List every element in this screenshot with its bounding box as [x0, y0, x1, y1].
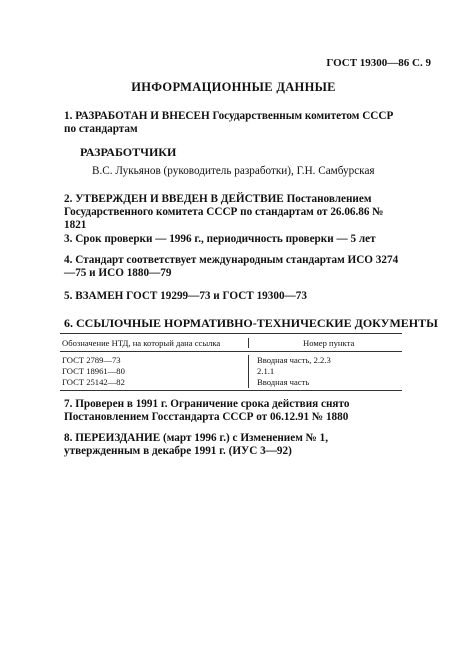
row-clause: Вводная часть, 2.2.3 — [257, 355, 331, 365]
developers-names: В.С. Лукьянов (руководитель разработки), Г.Н. Самбурская — [92, 165, 375, 177]
item-number: 1. — [64, 110, 73, 122]
item-text: Проверен в 1991 г. Ограничение срока действия снято Постановлением Госстандарта СССР от 06.12.91 № 1880 — [64, 398, 350, 423]
item-4 — [64, 254, 404, 280]
item-3 — [64, 233, 404, 246]
item-bold-text: ПЕРЕИЗДАНИЕ — [75, 432, 161, 444]
row-clause: Вводная часть — [257, 377, 310, 387]
item-text: Срок проверки — 1996 г., периодичность проверки — 5 лет — [75, 233, 376, 245]
item-7 — [64, 398, 404, 424]
row-document: ГОСТ 25142—82 — [60, 377, 249, 388]
item-number: 2. — [64, 193, 73, 205]
item-8 — [64, 432, 404, 458]
page-title: ИНФОРМАЦИОННЫЕ ДАННЫЕ — [131, 80, 336, 94]
item-number: 6. — [64, 316, 73, 330]
item-text: Стандарт соответствует международным стандартам ИСО 3274—75 и ИСО 1880—79 — [64, 254, 399, 279]
item-text: Постановлением Государственного комитета СССР по стандартам от 26.06.86 № 1821 — [64, 193, 384, 231]
page-header: ГОСТ 19300—86 С. 9 — [326, 57, 431, 69]
item-2 — [64, 193, 404, 232]
item-bold-text: РАЗРАБОТАН И ВНЕСЕН — [75, 110, 210, 122]
item-number: 8. — [64, 432, 73, 444]
item-bold-text: УТВЕРЖДЕН И ВВЕДЕН В ДЕЙСТВИЕ — [75, 193, 284, 205]
item-6 — [64, 316, 438, 331]
col-header-document: Обозначение НТД, на который дана ссылка — [60, 338, 249, 348]
table-row — [60, 377, 402, 388]
table-row — [60, 355, 402, 366]
item-text: Государственным комитетом СССР по стандартам — [64, 110, 394, 135]
table-row — [60, 366, 402, 377]
table-header — [60, 333, 402, 352]
item-1 — [64, 110, 404, 136]
row-document: ГОСТ 2789—73 — [60, 355, 249, 366]
row-clause: 2.1.1 — [257, 366, 275, 376]
table-body — [60, 352, 402, 391]
item-number: 4. — [64, 254, 73, 266]
item-bold-text: ССЫЛОЧНЫЕ НОРМАТИВНО-ТЕХНИЧЕСКИЕ ДОКУМЕНТЫ — [76, 316, 438, 330]
col-header-clause: Номер пункта — [303, 338, 355, 348]
item-5 — [64, 290, 404, 303]
item-number: 7. — [64, 398, 73, 410]
item-number: 5. — [64, 290, 73, 302]
references-table — [60, 333, 402, 391]
developers-heading: РАЗРАБОТЧИКИ — [80, 145, 177, 159]
item-number: 3. — [64, 233, 73, 245]
item-text: (март 1996 г.) с Изменением № 1, утвержденным в декабре 1991 г. (ИУС 3—92) — [64, 432, 329, 457]
row-document: ГОСТ 18961—80 — [60, 366, 249, 377]
item-bold-text: ВЗАМЕН ГОСТ 19299—73 и ГОСТ 19300—73 — [75, 290, 307, 302]
